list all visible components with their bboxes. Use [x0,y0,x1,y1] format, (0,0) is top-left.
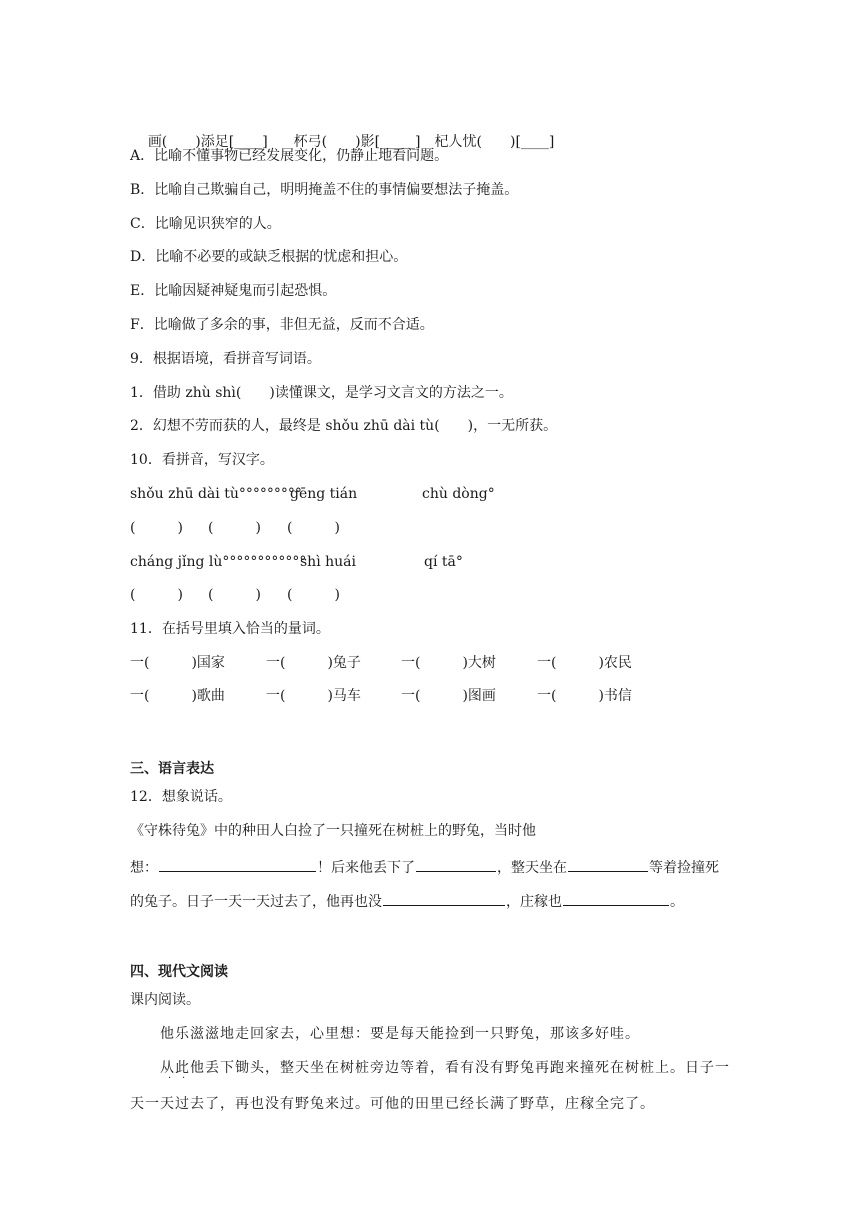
answer-blank: ( ) [208,587,261,603]
q11-title: 11．在括号里填入恰当的量词。 [130,621,330,637]
fill-blank[interactable] [563,889,669,906]
idiom-item-3: 杞人忧( )[____] [434,134,555,150]
answer-blank: ( ) [130,520,183,536]
measure-word-item: 一( )农民 [537,655,632,671]
q10-title: 10．看拼音，写汉字。 [130,452,274,468]
q12-text: ，整天坐在 [497,860,567,876]
answer-blank: ( ) [208,520,261,536]
option-c: C．比喻见识狭窄的人。 [130,216,281,232]
pinyin-4: cháng jǐng lù°°°°°°°°°°°° [130,554,307,570]
q12-paragraph-1: 《守株待兔》中的种田人白捡了一只撞死在树桩上的野兔，当时他 [130,823,536,839]
q9-sentence-2: 2．幻想不劳而获的人，最终是 shǒu zhū dài tù( )，一无所获。 [130,418,558,434]
q12-text: ！后来他丢下了 [317,860,415,876]
measure-word-item: 一( )兔子 [266,655,361,671]
measure-word-item: 一( )图画 [401,688,496,704]
q12-paragraph-2 [130,855,719,878]
answer-blank: ( ) [287,520,340,536]
reading-paragraph-2-cont: 天一天过去了，再也没有野兔来过。可他的田里已经长满了野草，庄稼全完了。 [130,1096,655,1112]
answer-blank: ( ) [287,587,340,603]
emphasis-dot: · [168,1073,172,1084]
option-b: B．比喻自己欺骗自己，明明掩盖不住的事情偏要想法子掩盖。 [130,182,519,198]
pinyin-2: gēng tián [290,486,358,502]
q12-paragraph-3 [130,889,684,912]
q12-text: 想： [130,860,158,876]
section-4-heading: 四、现代文阅读 [130,964,228,980]
pinyin-5: shì huái [300,554,356,570]
emphasis-dot: · [182,1073,186,1084]
reading-subtitle: 课内阅读。 [130,992,200,1008]
q9-sentence-1: 1．借助 zhù shì( )读懂课文，是学习文言文的方法之一。 [130,385,513,401]
reading-paragraph-1: 他乐滋滋地走回家去，心里想：要是每天能捡到一只野兔，那该多好哇。 [160,1026,640,1042]
q12-text: 。 [670,894,684,910]
measure-word-item: 一( )国家 [130,655,225,671]
q12-text: ，庄稼也 [506,894,562,910]
fill-blank[interactable] [568,855,648,872]
measure-word-item: 一( )歌曲 [130,688,225,704]
pinyin-3: chù dòng° [422,486,495,502]
idiom-item-2: 杯弓( )影[_____] [293,134,421,150]
option-e: E．比喻因疑神疑鬼而引起恐惧。 [130,283,337,299]
section-3-heading: 三、语言表达 [130,761,214,777]
measure-word-item: 一( )马车 [266,688,361,704]
fill-blank[interactable] [383,889,505,906]
pinyin-6: qí tā° [424,554,463,570]
q12-text: 等着捡撞死 [649,860,719,876]
pinyin-1: shǒu zhū dài tù°°°°°°°°° [130,486,302,502]
fill-blank[interactable] [416,855,496,872]
measure-word-item: 一( )大树 [401,655,496,671]
q9-title: 9．根据语境，看拼音写词语。 [130,351,321,367]
idiom-item-1: 画( )添足[____] [147,134,268,150]
option-d: D．比喻不必要的或缺乏根据的忧虑和担心。 [130,249,408,265]
q12-title: 12．想象说话。 [130,789,232,805]
answer-blank: ( ) [130,587,183,603]
measure-word-item: 一( )书信 [537,688,632,704]
option-f: F．比喻做了多余的事，非但无益，反而不合适。 [130,317,434,333]
fill-blank[interactable] [159,855,316,872]
option-a: A．比喻不懂事物已经发展变化，仍静止地看问题。 [130,148,449,164]
q12-text: 的兔子。日子一天一天过去了，他再也没 [130,894,382,910]
reading-paragraph-2: 从此他丢下锄头，整天坐在树桩旁边等着，看有没有野兔再跑来撞死在树桩上。日子一 [160,1060,730,1076]
